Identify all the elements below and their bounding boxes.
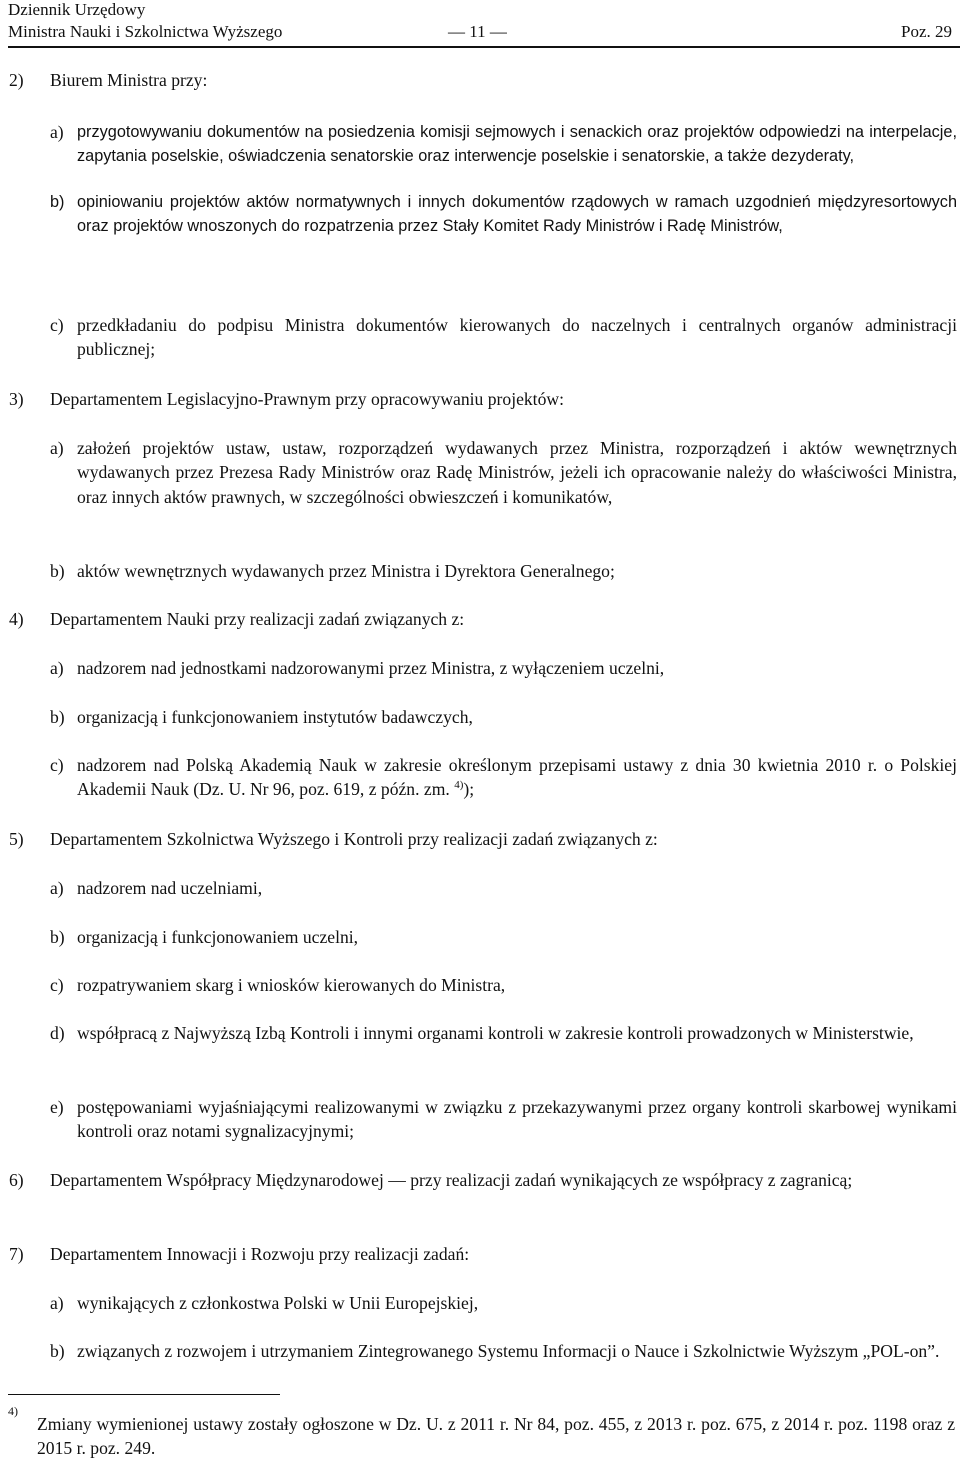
footnote-text: Zmiany wymienionej ustawy zostały ogłoszone w Dz. U. z 2011 r. Nr 84, poz. 455, z 2013 r. poz. 675, z 2014 r. poz. 1198 oraz z 2015 r. poz. 249. <box>37 1414 955 1458</box>
item-5b-text: organizacją i funkcjonowaniem uczelni, <box>77 927 359 947</box>
item-6-number: 6) <box>9 1170 24 1190</box>
item-7a-text: wynikających z członkostwa Polski w Unii Europejskiej, <box>77 1293 479 1313</box>
item-4-number: 4) <box>9 609 24 629</box>
item-5e-letter: e) <box>50 1097 64 1117</box>
footnote-ref-4: 4) <box>454 779 464 792</box>
item-7-text: Departamentem Innowacji i Rozwoju przy realizacji zadań: <box>50 1244 470 1264</box>
item-3b-text: aktów wewnętrznych wydawanych przez Ministra i Dyrektora Generalnego; <box>77 561 615 581</box>
item-5-text: Departamentem Szkolnictwa Wyższego i Kontroli przy realizacji zadań związanych z: <box>50 829 658 849</box>
item-5d-text: współpracą z Najwyższą Izbą Kontroli i innymi organami kontroli w zakresie kontroli prowadzonych w Ministerstwie, <box>77 1023 914 1043</box>
item-6-text: Departamentem Współpracy Międzynarodowej — przy realizacji zadań wynikających ze współpracy z zagranicą; <box>50 1170 853 1190</box>
item-2b-letter: b) <box>50 193 65 211</box>
journal-title: Dziennik Urzędowy <box>8 0 146 19</box>
item-5e-text: postępowaniami wyjaśniającymi realizowanymi w związku z przekazywanymi przez organy kontroli skarbowej wynikami kontroli oraz notami sygnalizacyjnymi; <box>77 1097 957 1142</box>
item-4c-text <box>77 753 957 802</box>
item-4a-letter: a) <box>50 658 64 678</box>
item-2a-letter: a) <box>50 122 64 142</box>
item-2-number: 2) <box>9 70 24 90</box>
item-2c-text: przedkładaniu do podpisu Ministra dokumentów kierowanych do naczelnych i centralnych organów administracji publicznej; <box>77 315 957 360</box>
item-7a-letter: a) <box>50 1293 64 1313</box>
item-7-number: 7) <box>9 1244 24 1264</box>
item-4a-text: nadzorem nad jednostkami nadzorowanymi przez Ministra, z wyłączeniem uczelni, <box>77 658 665 678</box>
position-number: Poz. 29 <box>901 22 952 41</box>
item-4c-tail: ); <box>463 779 475 800</box>
item-3-number: 3) <box>9 389 24 409</box>
item-5d-letter: d) <box>50 1023 65 1043</box>
item-4-text: Departamentem Nauki przy realizacji zadań związanych z: <box>50 609 465 629</box>
item-4b-text: organizacją i funkcjonowaniem instytutów badawczych, <box>77 707 473 727</box>
item-4c-body: nadzorem nad Polską Akademią Nauk w zakresie określonym przepisami ustawy z dnia 30 kwietnia 2010 r. o Polskiej Akademii Nauk (Dz. U. Nr 96, poz. 619, z późn. zm. <box>77 755 957 800</box>
item-4c-letter: c) <box>50 755 64 775</box>
item-3a-text: założeń projektów ustaw, ustaw, rozporządzeń wydawanych przez Ministra, rozporządzeń i aktów wewnętrznych wydawanych przez Prezesa Rady Ministrów oraz Radę Ministrów, jeżeli ich opracowanie należy do właściwości Ministra, oraz innych aktów prawnych, w szczególności obwieszczeń i komunikatów, <box>77 438 957 507</box>
item-5a-letter: a) <box>50 878 64 898</box>
item-3b-letter: b) <box>50 561 65 581</box>
page-number: — 11 — <box>448 22 507 41</box>
item-2c-letter: c) <box>50 315 64 335</box>
item-5-number: 5) <box>9 829 24 849</box>
journal-subtitle: Ministra Nauki i Szkolnictwa Wyższego <box>8 22 283 41</box>
item-5a-text: nadzorem nad uczelniami, <box>77 878 263 898</box>
item-5b-letter: b) <box>50 927 65 947</box>
item-7b-letter: b) <box>50 1341 65 1361</box>
item-3a-letter: a) <box>50 438 64 458</box>
item-5c-text: rozpatrywaniem skarg i wniosków kierowanych do Ministra, <box>77 975 506 995</box>
item-7b-text: związanych z rozwojem i utrzymaniem Zintegrowanego Systemu Informacji o Nauce i Szkolnictwie Wyższym „POL-on”. <box>77 1341 940 1361</box>
item-2b-text: opiniowaniu projektów aktów normatywnych i innych dokumentów rządowych w ramach uzgodnień międzyresortowych oraz projektów wnoszonych do rozpatrzenia przez Stały Komitet Rady Ministrów i Radę Ministrów, <box>77 193 957 236</box>
item-2-text: Biurem Ministra przy: <box>50 70 208 90</box>
footnote-rule <box>8 1394 280 1395</box>
item-5c-letter: c) <box>50 975 64 995</box>
page-header <box>8 0 960 46</box>
header-rule <box>8 46 960 48</box>
item-2a-text: przygotowywaniu dokumentów na posiedzenia komisji sejmowych i senackich oraz projektów odpowiedzi na interpelacje, zapytania poselskie, oświadczenia senatorskie oraz interwencje poselskie i senatorskie, a także dezyderaty, <box>77 123 957 166</box>
footnote-number: 4) <box>8 1404 18 1418</box>
item-4b-letter: b) <box>50 707 65 727</box>
item-3-text: Departamentem Legislacyjno-Prawnym przy opracowywaniu projektów: <box>50 389 564 409</box>
